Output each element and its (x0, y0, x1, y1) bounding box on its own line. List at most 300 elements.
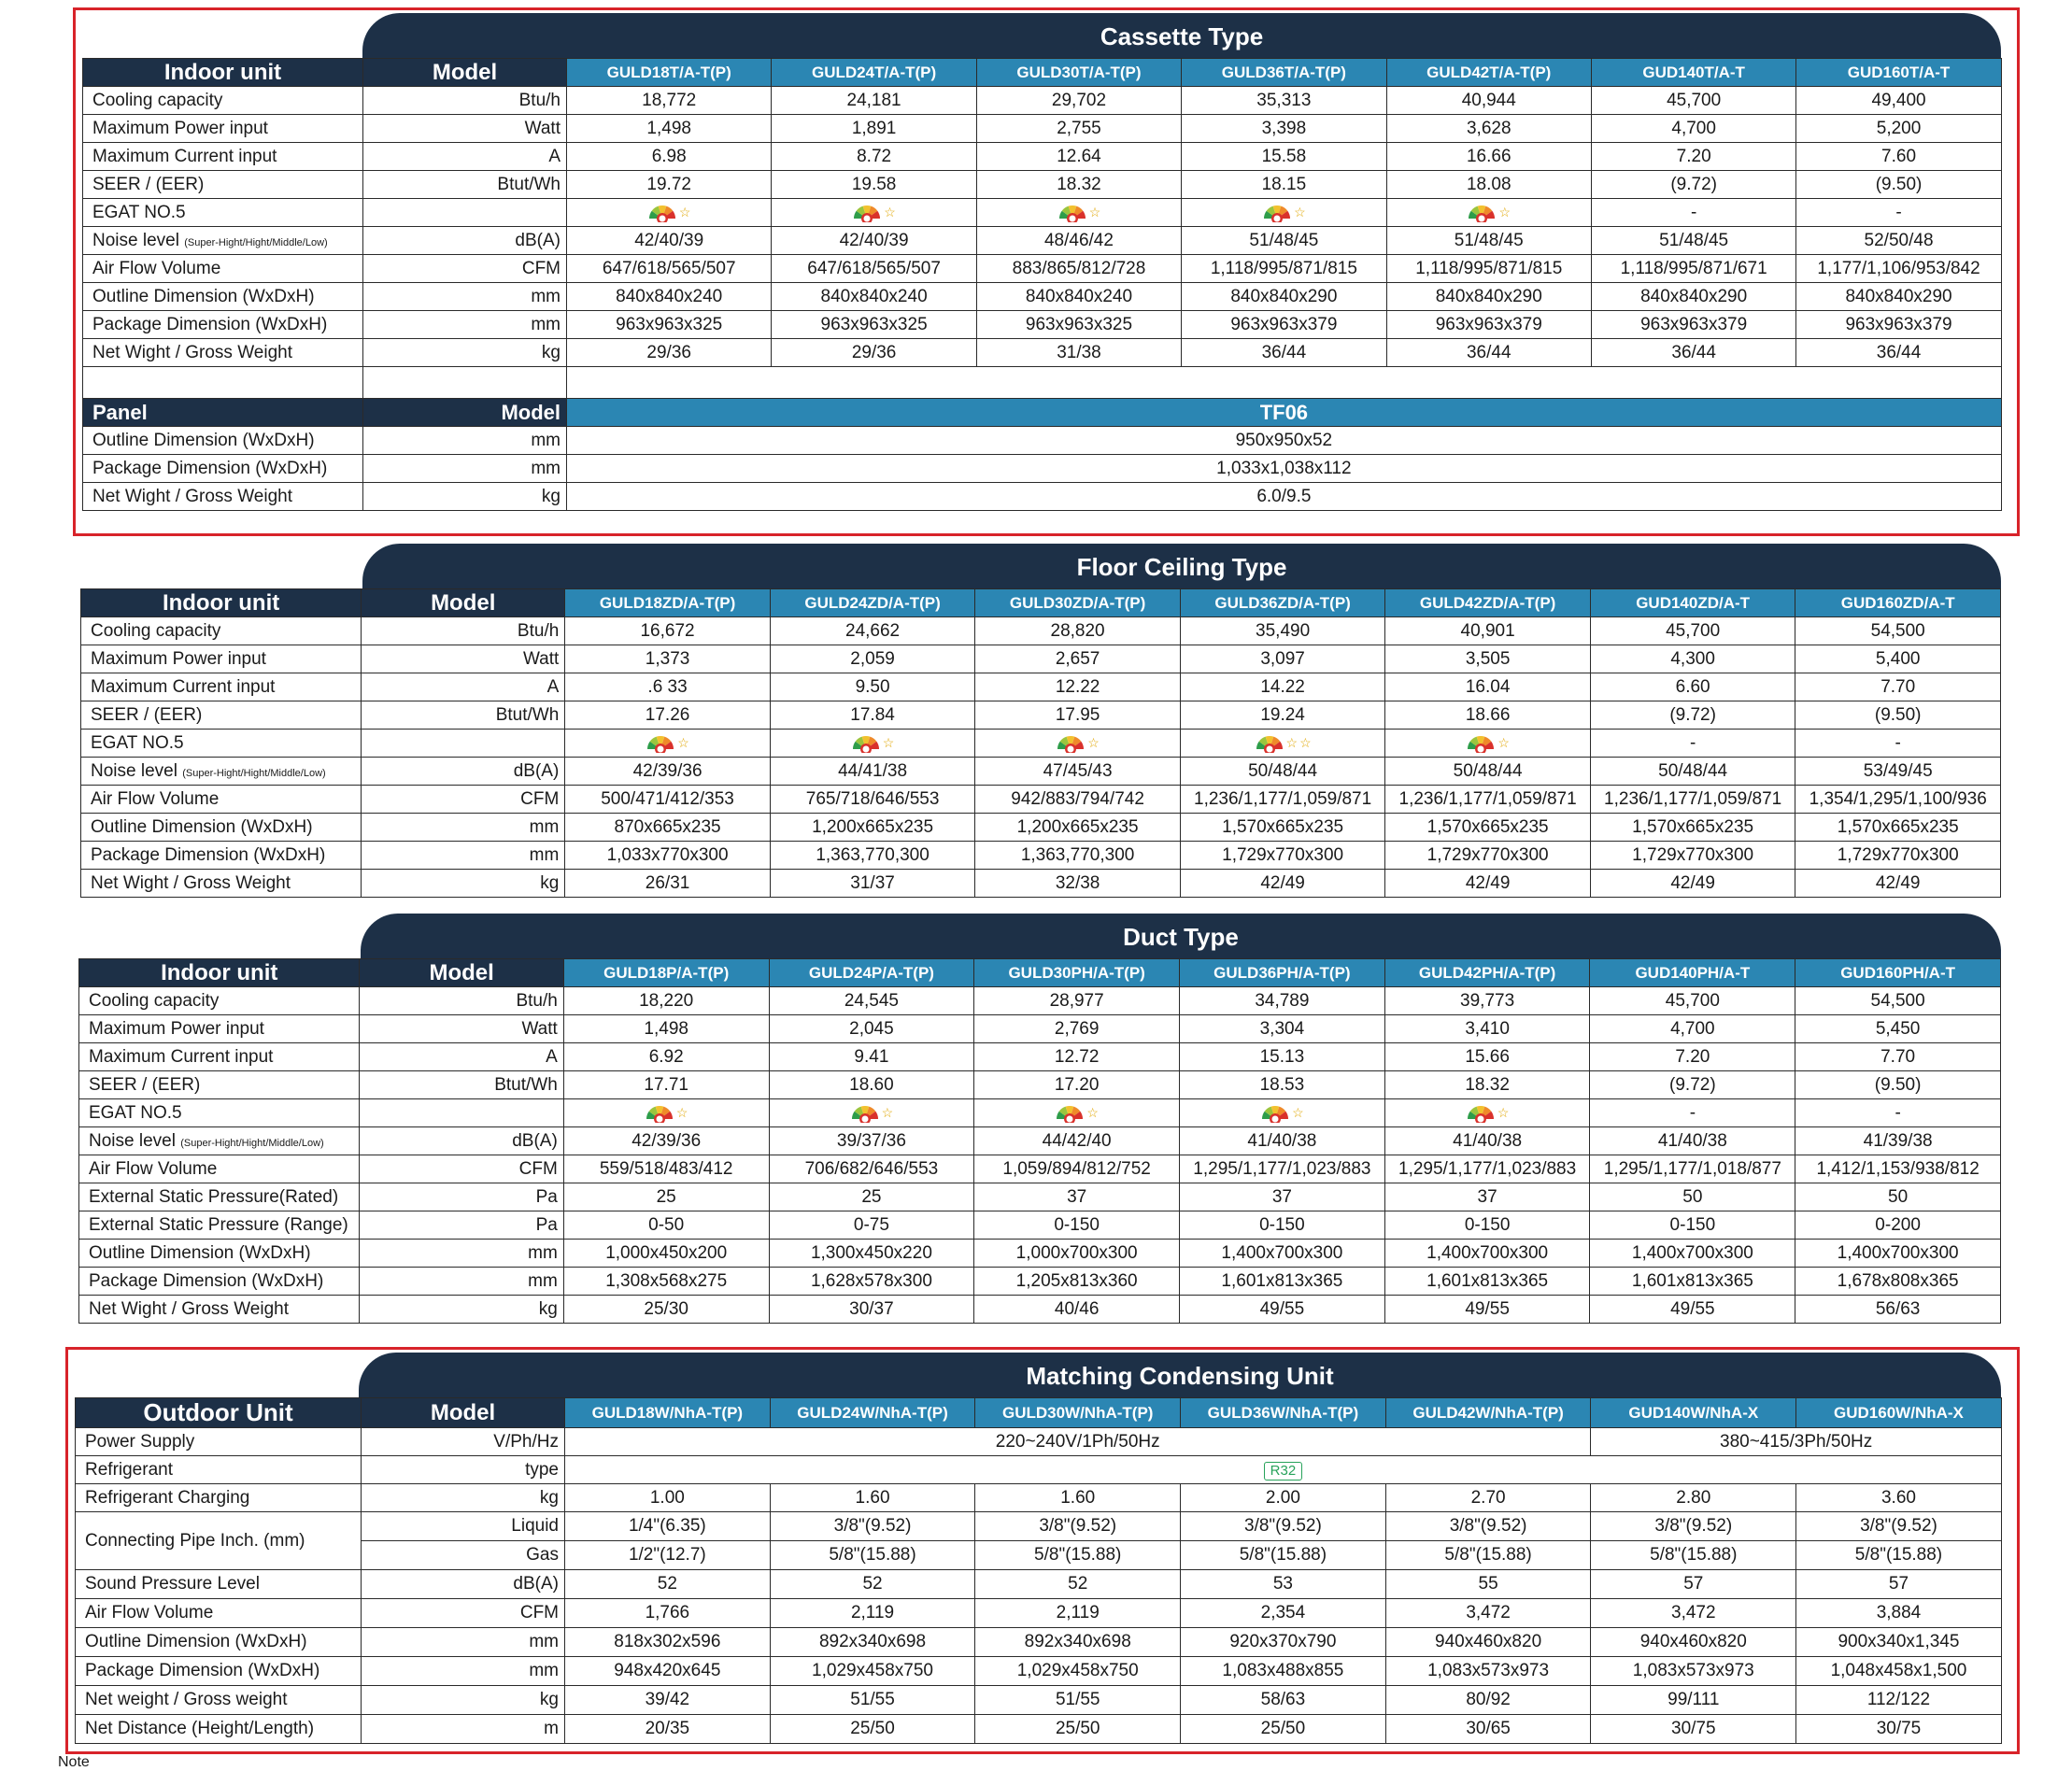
table-row (83, 283, 2002, 311)
table-cell (565, 758, 771, 786)
row-label: Package Dimension (WxDxH) (83, 455, 363, 483)
spacer-cell (567, 367, 2002, 399)
table-cell (1385, 758, 1591, 786)
table-cell: 2,119 (770, 1599, 975, 1628)
cell-value: 15.66 (1465, 1046, 1510, 1067)
table-cell (563, 1240, 769, 1268)
model-name: GULD24P/A-T(P) (769, 959, 974, 987)
table-cell: 30/65 (1385, 1715, 1591, 1744)
cell-value: 1,000x450x200 (605, 1242, 728, 1263)
table-cell (1180, 842, 1385, 870)
table-cell (1385, 842, 1591, 870)
cell-value: 51/48/45 (1659, 230, 1729, 250)
row-unit: mm (363, 311, 567, 339)
model-name: GULD18T/A-T(P) (567, 59, 772, 87)
row-label: Net weight / Gross weight (76, 1686, 362, 1715)
table-cell (1384, 1296, 1590, 1324)
cell-value: 3,304 (1259, 1018, 1305, 1039)
table-cell (1590, 1183, 1795, 1211)
table-cell: 920x370x790 (1181, 1628, 1386, 1657)
table-cell (1384, 1268, 1590, 1296)
table-cell (1385, 730, 1591, 758)
table-row (79, 987, 2001, 1015)
table-row (83, 339, 2002, 367)
cell-value: 18.15 (1261, 174, 1307, 194)
cell-value: 1,729x770x300 (1632, 844, 1754, 865)
table-cell (769, 1155, 974, 1183)
cell-value: 53/49/45 (1863, 760, 1933, 781)
table-cell (1180, 814, 1385, 842)
table-cell (563, 1155, 769, 1183)
row-unit: A (360, 1043, 563, 1071)
table-cell (1795, 870, 2001, 898)
cell-value: 1,678x808x365 (1837, 1270, 1959, 1291)
table-cell (1180, 1240, 1385, 1268)
table-cell (565, 645, 771, 673)
cell-value: 1,205x813x360 (1015, 1270, 1138, 1291)
model-name: GULD36ZD/A-T(P) (1180, 589, 1385, 617)
cell-value: 1,498 (644, 1018, 688, 1039)
table-cell (975, 701, 1181, 730)
cell-value: 5,450 (1875, 1018, 1921, 1039)
table-cell (772, 143, 976, 171)
row-label: Package Dimension (WxDxH) (76, 1657, 362, 1686)
cell-value: 42/40/39 (634, 230, 704, 250)
table-cell (772, 227, 976, 255)
row-label (79, 987, 360, 1015)
cell-value: 37 (1477, 1186, 1497, 1207)
table-row (83, 115, 2002, 143)
cell-value: 17.95 (1055, 704, 1100, 725)
row-label-text: External Static Pressure(Rated) (89, 1186, 339, 1207)
cell-value: 1,295/1,177/1,023/883 (1193, 1158, 1371, 1179)
cell-value: 36/44 (1261, 342, 1307, 362)
row-label-text: Maximum Current input (91, 676, 276, 697)
table-cell (1182, 311, 1386, 339)
cell-value: 15.13 (1259, 1046, 1305, 1067)
row-label-text: Maximum Power input (92, 118, 268, 138)
row-label-text: Noise level (92, 230, 179, 250)
table-cell: 57 (1591, 1570, 1796, 1599)
table-row (83, 87, 2002, 115)
row-label-text: EGAT NO.5 (91, 732, 184, 753)
table-cell: 3.60 (1796, 1484, 2002, 1512)
table-cell (1182, 115, 1386, 143)
cell-value: - (1689, 1102, 1696, 1123)
table-cell: 25/50 (1181, 1715, 1386, 1744)
table-cell (772, 87, 976, 115)
refrigerant-cell (565, 1456, 2002, 1484)
row-unit: dB(A) (360, 1127, 563, 1155)
row-unit: dB(A) (362, 758, 565, 786)
table-cell (1182, 227, 1386, 255)
model-name: GUD140PH/A-T (1590, 959, 1795, 987)
row-label: Power Supply (76, 1428, 362, 1456)
cell-value: 41/40/38 (1453, 1130, 1523, 1151)
row-label (79, 1296, 360, 1324)
table-cell (769, 1211, 974, 1240)
row-unit: CFM (362, 1599, 565, 1628)
row-label (83, 311, 363, 339)
cell-value: 883/865/812/728 (1012, 258, 1146, 278)
table-cell (1590, 1071, 1795, 1099)
cell-value: 24,181 (846, 90, 901, 110)
row-label (79, 1183, 360, 1211)
table-cell (1590, 1155, 1795, 1183)
table-cell (976, 339, 1181, 367)
row-unit: Watt (362, 645, 565, 673)
model-name: GUD140T/A-T (1591, 59, 1795, 87)
star-icon: ☆ (1299, 734, 1312, 750)
row-label-text: Outline Dimension (WxDxH) (92, 286, 315, 306)
cell-value: 45,700 (1665, 990, 1720, 1011)
cell-value: 559/518/483/412 (599, 1158, 733, 1179)
cell-value: 49/55 (1670, 1298, 1715, 1319)
duct-title: Duct Type (361, 914, 2001, 960)
table-cell (1591, 283, 1795, 311)
table-cell (1386, 227, 1591, 255)
table-cell: 1,029x458x750 (770, 1657, 975, 1686)
table-cell (1180, 645, 1385, 673)
cell-value: 3,410 (1465, 1018, 1510, 1039)
row-label (81, 673, 362, 701)
cell-value: 2,769 (1054, 1018, 1100, 1039)
cell-value: 51/48/45 (1249, 230, 1319, 250)
egat-label-icon (1466, 1102, 1510, 1123)
model-name: GULD42PH/A-T(P) (1384, 959, 1590, 987)
cell-value: 942/883/794/742 (1011, 788, 1144, 809)
model-header: Model (363, 59, 567, 87)
table-cell (567, 311, 772, 339)
table-row (79, 1099, 2001, 1127)
cell-value: 1,295/1,177/1,023/883 (1398, 1158, 1577, 1179)
cell-value: 963x963x379 (1435, 314, 1542, 334)
egat-label-icon (1467, 202, 1511, 222)
table-cell (1180, 1211, 1385, 1240)
cell-value: 6.92 (648, 1046, 684, 1067)
row-unit: Btu/h (362, 617, 565, 645)
row-label-text: SEER / (EER) (91, 704, 203, 725)
table-cell (1386, 255, 1591, 283)
cell-value: 36/44 (1876, 342, 1922, 362)
table-cell (563, 1071, 769, 1099)
cell-value: 1,498 (646, 118, 691, 138)
note-text: Note (58, 1754, 90, 1770)
cell-value: 0-50 (648, 1214, 685, 1235)
table-cell (1795, 1268, 2001, 1296)
table-cell (770, 617, 975, 645)
model-name: GULD18W/NhA-T(P) (565, 1398, 771, 1428)
table-row (81, 617, 2001, 645)
cell-value: 1,118/995/871/815 (1415, 258, 1563, 278)
table-row (76, 1628, 2002, 1657)
table-cell: 1.60 (975, 1484, 1181, 1512)
row-label: Net Distance (Height/Length) (76, 1715, 362, 1744)
r32-badge: R32 (1264, 1462, 1303, 1481)
cell-value: 18,772 (642, 90, 697, 110)
cell-value: 5,200 (1876, 118, 1922, 138)
table-cell: 1,029x458x750 (975, 1657, 1181, 1686)
row-label (81, 786, 362, 814)
spacer-cell (363, 367, 567, 399)
cell-value: 40,944 (1461, 90, 1516, 110)
table-cell (1795, 1099, 2001, 1127)
table-cell (567, 171, 772, 199)
model-name: GULD24T/A-T(P) (772, 59, 976, 87)
cell-value: 24,662 (845, 620, 901, 641)
table-cell (1795, 1043, 2001, 1071)
table-cell (1591, 87, 1795, 115)
outdoor-title: Matching Condensing Unit (359, 1353, 2001, 1399)
table-cell (1590, 842, 1795, 870)
cell-value: 7.20 (1676, 146, 1711, 166)
row-label-text: Air Flow Volume (92, 258, 221, 278)
table-row (81, 673, 2001, 701)
cell-value: 1,570x665x235 (1837, 816, 1959, 837)
panel-model-header: Model (363, 399, 567, 427)
indoor-unit-header: Indoor unit (83, 59, 363, 87)
table-cell (976, 199, 1181, 227)
table-cell (1182, 339, 1386, 367)
table-cell (1795, 1240, 2001, 1268)
table-cell: 2,354 (1181, 1599, 1386, 1628)
cell-value: 50 (1888, 1186, 1909, 1207)
cell-value: 19.58 (851, 174, 897, 194)
model-name: GULD42W/NhA-T(P) (1385, 1398, 1591, 1428)
table-cell (1795, 987, 2001, 1015)
table-cell (567, 87, 772, 115)
table-cell (769, 1015, 974, 1043)
star-icon: ☆ (1294, 204, 1306, 220)
table-row (76, 1570, 2002, 1599)
cell-value: 1,729x770x300 (1222, 844, 1344, 865)
table-cell (1385, 645, 1591, 673)
row-sublabel: (Super-Hight/Hight/Middle/Low) (184, 236, 328, 248)
table-cell (565, 701, 771, 730)
table-row (79, 1211, 2001, 1240)
table-cell (976, 143, 1181, 171)
row-label (83, 339, 363, 367)
table-cell (1590, 1127, 1795, 1155)
row-unit: Gas (362, 1541, 565, 1570)
table-cell (772, 171, 976, 199)
table-cell: 2,119 (975, 1599, 1181, 1628)
row-label-text: Noise level (89, 1130, 176, 1151)
table-cell (976, 115, 1181, 143)
cell-value: 25/30 (644, 1298, 688, 1319)
table-cell: 1.60 (770, 1484, 975, 1512)
cell-value: 1,729x770x300 (1837, 844, 1959, 865)
outdoor-table (75, 1397, 2002, 1744)
table-cell (565, 730, 771, 758)
table-cell: 2.00 (1181, 1484, 1386, 1512)
cell-value: 0-200 (1875, 1214, 1921, 1235)
model-name: GULD30T/A-T(P) (976, 59, 1181, 87)
table-cell (974, 1296, 1180, 1324)
star-icon: ☆ (1285, 734, 1299, 750)
cell-value: 1,059/894/812/752 (1002, 1158, 1151, 1179)
cell-value: 1,354/1,295/1,100/936 (1809, 788, 1987, 809)
table-cell (975, 786, 1181, 814)
table-cell (1180, 730, 1385, 758)
table-cell: 112/122 (1796, 1686, 2002, 1715)
floor-ceiling-table (80, 588, 2001, 898)
table-cell: 1,083x573x973 (1385, 1657, 1591, 1686)
table-cell (1590, 1043, 1795, 1071)
table-cell (976, 255, 1181, 283)
cell-value: 31/37 (850, 872, 895, 893)
cell-value: 8.72 (857, 146, 892, 166)
cell-value: 1,177/1,106/953/842 (1817, 258, 1980, 278)
cell-value: 50 (1682, 1186, 1703, 1207)
table-row (76, 1512, 2002, 1541)
cell-value: 42/49 (1465, 872, 1511, 893)
row-label (81, 814, 362, 842)
row-label-text: Maximum Power input (91, 648, 266, 669)
cell-value: 42/49 (1875, 872, 1921, 893)
cell-value: 16.04 (1465, 676, 1511, 697)
row-label (79, 1240, 360, 1268)
cell-value: 0-150 (1054, 1214, 1100, 1235)
cell-value: 45,700 (1667, 90, 1722, 110)
cell-value: 14.22 (1260, 676, 1305, 697)
power-supply-three: 380~415/3Ph/50Hz (1591, 1428, 2001, 1456)
star-icon: ☆ (1292, 1104, 1304, 1120)
table-row (79, 1296, 2001, 1324)
cell-value: 1,570x665x235 (1632, 816, 1754, 837)
table-cell (1180, 701, 1385, 730)
star-icon: ☆ (1087, 734, 1100, 750)
cell-value: 41/40/38 (1657, 1130, 1727, 1151)
table-row (76, 1541, 2002, 1570)
row-unit: Btu/h (363, 87, 567, 115)
table-cell (1180, 673, 1385, 701)
row-label-text: Package Dimension (WxDxH) (92, 314, 328, 334)
table-cell (1795, 645, 2001, 673)
table-cell (1590, 870, 1795, 898)
cell-value: 963x963x325 (616, 314, 723, 334)
cell-value: 1,601x813x365 (1426, 1270, 1549, 1291)
star-icon: ☆ (1497, 734, 1510, 750)
egat-label-icon (1055, 1102, 1099, 1123)
cell-value: 1,200x665x235 (1016, 816, 1139, 837)
table-cell (1386, 339, 1591, 367)
table-cell (1795, 1071, 2001, 1099)
table-cell (1796, 339, 2001, 367)
table-cell (772, 311, 976, 339)
table-cell (769, 1071, 974, 1099)
cell-value: 9.50 (855, 676, 890, 697)
table-row (83, 455, 2002, 483)
panel-header-row (83, 399, 2002, 427)
row-unit: kg (362, 870, 565, 898)
table-row (81, 842, 2001, 870)
star-icon: ☆ (882, 734, 895, 750)
duct-table (78, 958, 2001, 1324)
table-cell (975, 730, 1181, 758)
table-cell (1590, 673, 1795, 701)
cell-value: 44/42/40 (1042, 1130, 1112, 1151)
table-cell: 818x302x596 (565, 1628, 771, 1657)
row-unit: mm (363, 283, 567, 311)
table-cell: 51/55 (975, 1686, 1181, 1715)
table-cell (1796, 115, 2001, 143)
table-row (79, 1015, 2001, 1043)
table-cell (1180, 1155, 1385, 1183)
table-cell (1384, 1155, 1590, 1183)
row-label-text: EGAT NO.5 (89, 1102, 182, 1123)
cell-value: 1,400x700x300 (1631, 1242, 1753, 1263)
cell-value: 963x963x325 (820, 314, 928, 334)
cell-value: 42/39/36 (632, 760, 702, 781)
cell-value: (9.50) (1874, 1074, 1922, 1095)
row-label: Outline Dimension (WxDxH) (76, 1628, 362, 1657)
cassette-title: Cassette Type (362, 13, 2001, 60)
egat-label-icon (645, 1102, 688, 1123)
row-unit: mm (362, 1628, 565, 1657)
table-row (81, 645, 2001, 673)
spacer-cell (83, 367, 363, 399)
cell-value: 30/37 (849, 1298, 894, 1319)
table-cell (1180, 1183, 1385, 1211)
table-cell (567, 115, 772, 143)
table-cell (1590, 730, 1795, 758)
egat-label-icon (1466, 732, 1510, 753)
cell-value: 19.72 (646, 174, 691, 194)
cell-value: 50/48/44 (1248, 760, 1318, 781)
table-cell: 3/8"(9.52) (1385, 1512, 1591, 1541)
cell-value: 12.64 (1057, 146, 1101, 166)
table-cell: 3,472 (1385, 1599, 1591, 1628)
table-cell (769, 987, 974, 1015)
row-label: Refrigerant (76, 1456, 362, 1484)
table-cell (1590, 1240, 1795, 1268)
cell-value: - (1895, 1102, 1901, 1123)
cell-value: 3,628 (1466, 118, 1511, 138)
cell-value: 840x840x240 (616, 286, 723, 306)
table-cell: 1/4"(6.35) (565, 1512, 771, 1541)
table-cell (563, 1127, 769, 1155)
table-row (79, 1043, 2001, 1071)
row-label: Outline Dimension (WxDxH) (83, 427, 363, 455)
table-row (76, 1686, 2002, 1715)
cell-value: 0-150 (1669, 1214, 1716, 1235)
table-cell (769, 1268, 974, 1296)
cell-value: 56/63 (1875, 1298, 1921, 1319)
row-label (79, 1127, 360, 1155)
table-cell (975, 673, 1181, 701)
cell-value: 42/40/39 (839, 230, 909, 250)
egat-label-icon (646, 732, 689, 753)
model-name: GULD30ZD/A-T(P) (975, 589, 1181, 617)
cell-value: 45,700 (1666, 620, 1721, 641)
cell-value: 1,400x700x300 (1837, 1242, 1959, 1263)
row-unit: Btut/Wh (363, 171, 567, 199)
table-cell (1182, 255, 1386, 283)
table-cell: 57 (1796, 1570, 2002, 1599)
cell-value: 3,505 (1465, 648, 1511, 669)
cell-value: 647/618/565/507 (807, 258, 941, 278)
table-cell (975, 617, 1181, 645)
cell-value: 7.60 (1881, 146, 1917, 166)
row-unit: kg (363, 339, 567, 367)
table-cell: 1,083x573x973 (1591, 1657, 1796, 1686)
table-cell (1385, 673, 1591, 701)
cell-value: 1,373 (645, 648, 690, 669)
table-cell (563, 1183, 769, 1211)
row-label-text: Net Wight / Gross Weight (92, 342, 292, 362)
table-cell (1182, 199, 1386, 227)
